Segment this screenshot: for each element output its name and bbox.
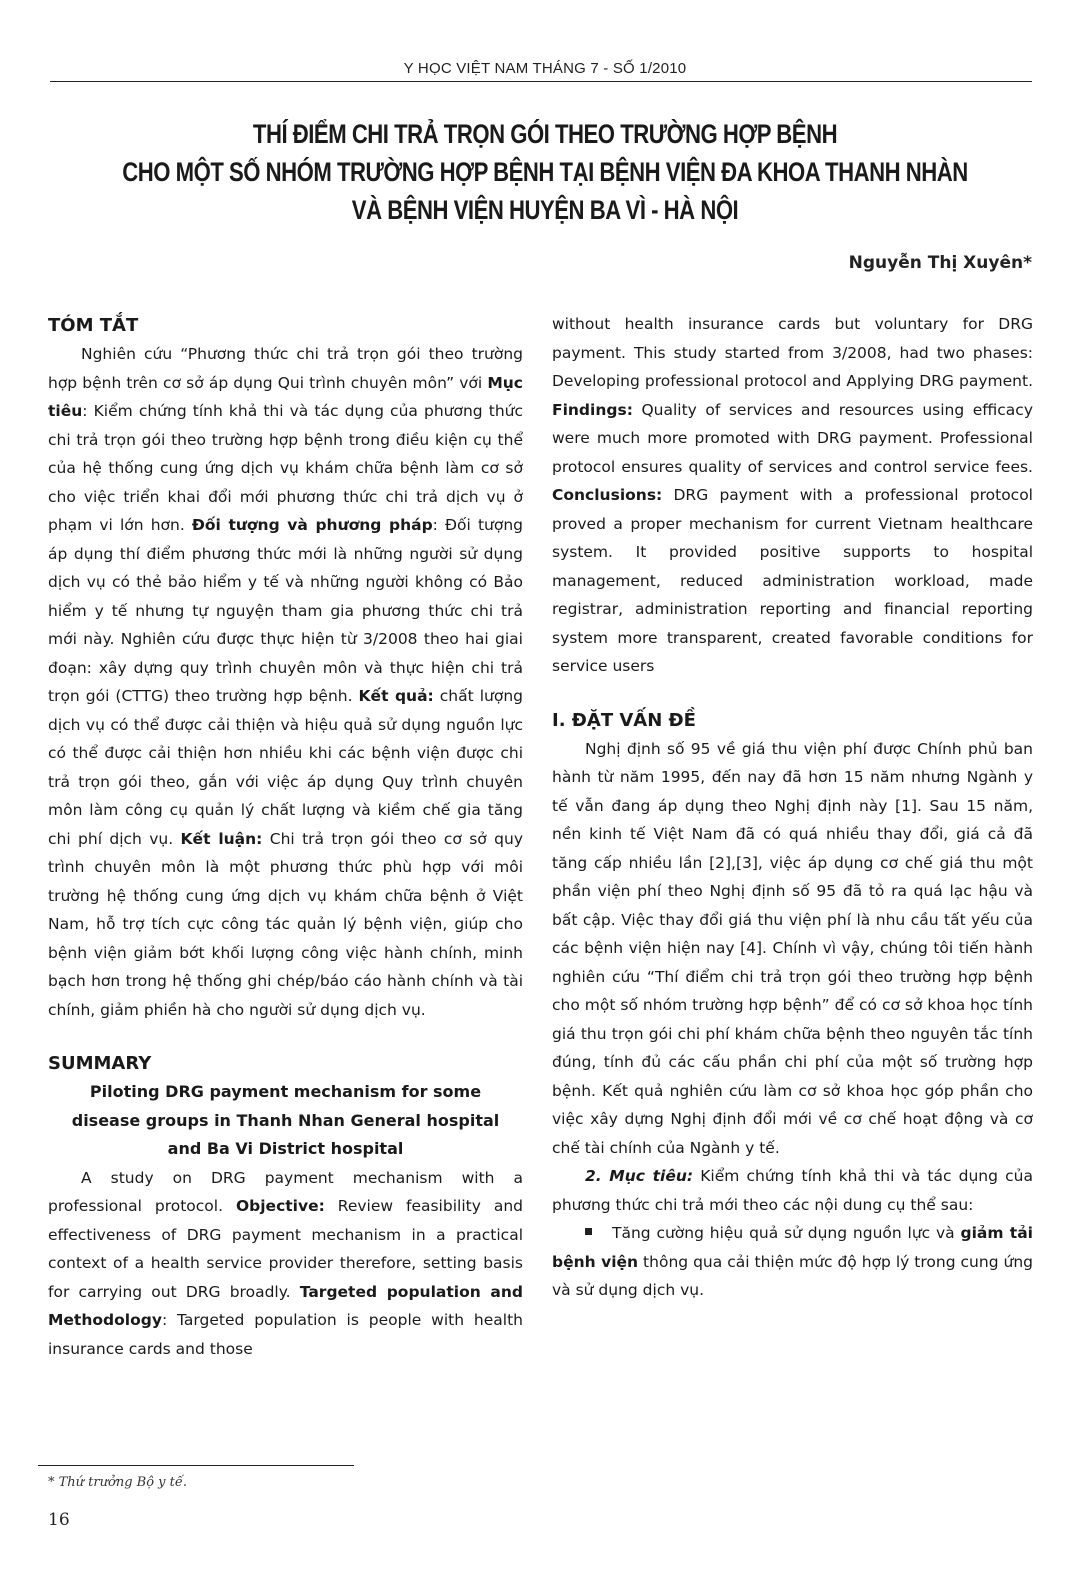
- text-run: Quality of services and resources using efficacy were much more promoted with DRG payment. Professional protocol ensures quality of services and control service fees.: [552, 400, 1033, 476]
- text-run: A study on DRG payment mechanism with a professional protocol.: [48, 1168, 523, 1215]
- objective-label: Objective:: [235, 1197, 325, 1215]
- running-head: Y HỌC VIỆT NAM THÁNG 7 - SỐ 1/2010: [403, 60, 687, 77]
- summary-paragraph-start: [48, 1164, 523, 1364]
- footnote-rule: [38, 1465, 354, 1466]
- summary-title: [48, 1078, 523, 1164]
- title-line-2: CHO MỘT SỐ NHÓM TRƯỜNG HỢP BỆNH TẠI BỆNH VIỆN ĐA KHOA THANH NHÀN: [122, 157, 968, 187]
- summary-title-line: disease groups in Thanh Nhan General hospital: [71, 1110, 500, 1130]
- author: Nguyễn Thị Xuyên*: [848, 253, 1032, 273]
- text-run: thông qua cải thiện mức độ hợp lý trong cung ứng và sử dụng dịch vụ.: [552, 1252, 1033, 1299]
- article-title: [98, 115, 992, 229]
- emphasis: giảm tải bệnh viện: [552, 1224, 1033, 1271]
- section-1-heading: I. ĐẶT VẤN ĐỀ: [552, 709, 696, 731]
- footnote: * Thứ trưởng Bộ y tế.: [48, 1475, 187, 1490]
- summary-heading: SUMMARY: [48, 1053, 152, 1074]
- conclusion-label: Kết luận:: [180, 829, 263, 848]
- objective-paragraph: [552, 1162, 1033, 1219]
- header-rule: [50, 81, 1032, 82]
- text-run: Chi trả trọn gói theo cơ sở quy trình chuyên môn là một phương thức phù hợp với môi trường hệ thống cung ứng dịch vụ khám chữa bệnh ở Việt Nam, hỗ trợ tích cực công tác quản lý bệnh viện, giúp cho bệnh viện giảm bớt khối lượng công việc hành chính, minh bạch hơn trong hệ thống ghi chép/báo cáo hành chính và tài chính, giảm phiền hà cho người sử dụng dịch vụ.: [48, 829, 523, 1019]
- summary-paragraph-cont: [552, 310, 1033, 681]
- text-run: : Đối tượng áp dụng thí điểm phương thức mới là những người sử dụng dịch vụ có thẻ bảo hiểm y tế và những người không có Bảo hiểm y tế nhưng tự nguyện tham gia phương thức chi trả mới này. Nghiên cứu được thực hiện từ 3/2008 theo hai giai đoạn: xây dựng quy trình chuyên môn và thực hiện chi trả trọn gói (CTTG) theo trường hợp bệnh.: [48, 516, 523, 705]
- text-run: Kiểm chứng tính khả thi và tác dụng của phương thức chi trả mới theo các nội dung cụ thể sau:: [552, 1167, 1033, 1214]
- text-run: Review feasibility and effectiveness of DRG payment mechanism in a practical context of a health service provider therefore, setting basis for carrying out DRG broadly.: [48, 1197, 523, 1301]
- text-run: Tăng cường hiệu quả sử dụng nguồn lực và: [612, 1224, 961, 1242]
- objective-label: Mục tiêu: [48, 373, 523, 420]
- square-bullet-icon: [585, 1228, 592, 1235]
- section-1-paragraph: Nghị định số 95 về giá thu viện phí được Chính phủ ban hành từ năm 1995, đến nay đã hơn 15 năm nhưng Ngành y tế vẫn đang áp dụng theo Nghị định này [1]. Sau 15 năm, nền kinh tế Việt Nam đã có quá nhiều thay đổi, giá cả đã tăng cấp nhiều lần [2],[3], việc áp dụng cơ chế giá thu một phần viện phí theo Nghị định số 95 đã tỏ ra quá lạc hậu và bất cập. Việc thay đổi giá thu viện phí là nhu cầu tất yếu của các bệnh viện hiện nay [4]. Chính vì vậy, chúng tôi tiến hành nghiên cứu “Thí điểm chi trả trọn gói theo trường hợp bệnh cho một số nhóm trường hợp bệnh” để có cơ sở khoa học tính giá thu trọn gói chi phí khám chữa bệnh theo nguyên tắc tính đúng, tính đủ các cấu phần chi phí của một số trường hợp bệnh. Kết quả nghiên cứu làm cơ sở khoa học góp phần cho việc xây dựng Nghị định đổi mới về cơ chế hoạt động và cơ chế tài chính của Ngành y tế.: [552, 739, 1033, 1157]
- summary-title-line: Piloting DRG payment mechanism for some: [89, 1082, 482, 1101]
- right-column: [552, 310, 1033, 1305]
- methods-label: Đối tượng và phương pháp: [191, 516, 433, 534]
- findings-label: Findings:: [552, 400, 633, 419]
- title-line-3: VÀ BỆNH VIỆN HUYỆN BA VÌ - HÀ NỘI: [351, 195, 739, 225]
- text-run: without health insurance cards but voluntary for DRG payment. This study started from 3/2008, had two phases: Developing professional protocol and Applying DRG payment.: [552, 315, 1033, 390]
- text-run: : Kiểm chứng tính khả thi và tác dụng của phương thức chi trả trọn gói theo trường hợp bệnh trong điều kiện cụ thể của hệ thống cung ứng dịch vụ khám chữa bệnh làm cơ sở cho việc triển khai đổi mới phương thức chi trả dịch vụ ở phạm vi lớn hơn.: [48, 402, 523, 534]
- summary-title-line: and Ba Vi District hospital: [167, 1139, 404, 1158]
- title-line-1: THÍ ĐIỂM CHI TRẢ TRỌN GÓI THEO TRƯỜNG HỢP BỆNH: [252, 119, 838, 149]
- text-run: chất lượng dịch vụ có thể được cải thiện và hiệu quả sử dụng nguồn lực có thể được cải thiện hơn nhiều khi các bệnh viện được chi trả trọn gói theo, gắn với việc áp dụng Quy trình chuyên môn làm công cụ quản lý chất lượng và kiềm chế gia tăng chi phí dịch vụ.: [48, 687, 523, 848]
- conclusions-label: Conclusions:: [552, 486, 663, 504]
- abstract-vi-heading: TÓM TẮT: [48, 315, 139, 336]
- left-column: [48, 312, 523, 1363]
- abstract-vi-paragraph: [48, 340, 523, 1024]
- methods-label: Targeted population and Methodology: [48, 1282, 523, 1329]
- results-label: Kết quả:: [358, 687, 434, 705]
- text-run: : Targeted population is people with health insurance cards and those: [48, 1311, 523, 1358]
- objective-label: 2. Mục tiêu:: [585, 1167, 694, 1185]
- text-run: Nghiên cứu “Phương thức chi trả trọn gói theo trường hợp bệnh trên cơ sở áp dụng Qui trình chuyên môn” với: [48, 345, 523, 392]
- text-run: DRG payment with a professional protocol proved a proper mechanism for current Vietnam healthcare system. It provided positive supports to hospital management, reduced administration workload, made registrar, administration reporting and financial reporting system more transparent, created favorable conditions for service users: [552, 486, 1033, 675]
- bullet-item: [552, 1219, 1033, 1305]
- page-number: 16: [48, 1510, 70, 1530]
